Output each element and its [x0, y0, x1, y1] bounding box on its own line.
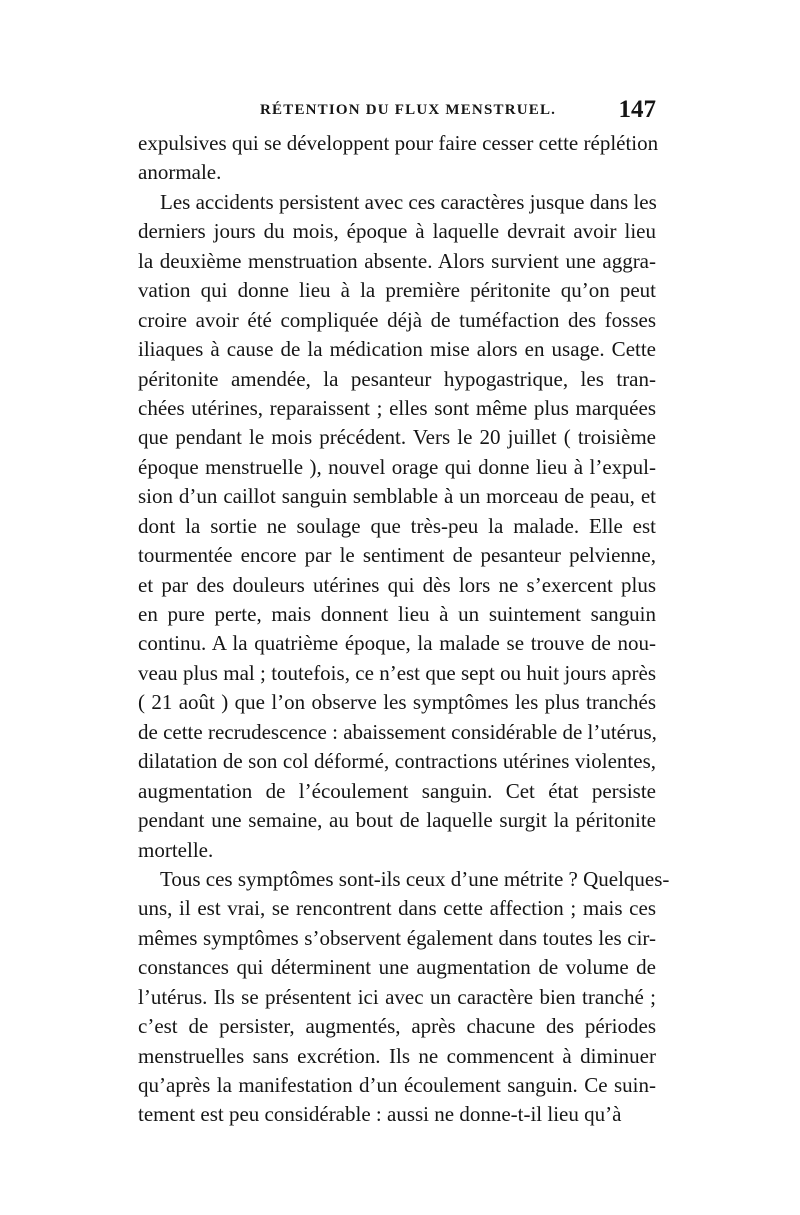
paragraph [138, 188, 656, 865]
text-line: constances qui déterminent une augmentation de volume de [138, 955, 656, 980]
text-line: et par des douleurs utérines qui dès lors ne s’exercent plus [138, 572, 656, 597]
text-line: continu. A la quatrième époque, la malade se trouve de nou- [138, 631, 656, 656]
text-line: mortelle. [138, 837, 214, 862]
text-line: menstruelles sans excrétion. Ils ne commencent à diminuer [138, 1043, 656, 1068]
text-line: chées utérines, reparaissent ; elles sont même plus marquées [138, 395, 656, 420]
text-line: Tous ces symptômes sont-ils ceux d’une métrite ? Quelques- [160, 866, 670, 891]
text-line: croire avoir été compliquée déjà de tuméfaction des fosses [138, 307, 656, 332]
text-line: époque menstruelle ), nouvel orage qui donne lieu à l’expul- [138, 454, 656, 479]
paragraph [138, 129, 659, 188]
text-line: vation qui donne lieu à la première péritonite qu’on peut [138, 278, 656, 303]
text-line: sion d’un caillot sanguin semblable à un morceau de peau, et [138, 484, 656, 509]
text-line: dont la sortie ne soulage que très-peu la malade. Elle est [138, 513, 656, 538]
body-text [138, 129, 670, 1130]
text-line: péritonite amendée, la pesanteur hypogastrique, les tran- [138, 366, 656, 391]
text-line: Les accidents persistent avec ces caractères jusque dans les [160, 189, 657, 214]
text-line: la deuxième menstruation absente. Alors survient une aggra- [138, 248, 656, 273]
running-head [138, 96, 656, 126]
text-line: que pendant le mois précédent. Vers le 20 juillet ( troisième [138, 425, 656, 450]
text-line: de cette recrudescence : abaissement considérable de l’utérus, [138, 719, 657, 744]
text-line: iliaques à cause de la médication mise alors en usage. Cette [138, 337, 656, 362]
text-line: dilatation de son col déformé, contractions utérines violentes, [138, 749, 656, 774]
text-line: mêmes symptômes s’observent également dans toutes les cir- [138, 925, 656, 950]
text-line: en pure perte, mais donnent lieu à un suintement sanguin [138, 602, 656, 626]
text-line: uns, il est vrai, se rencontrent dans cette affection ; mais ces [138, 896, 656, 921]
page-number: 147 [618, 96, 656, 123]
text-line: ( 21 août ) que l’on observe les symptômes les plus tranchés [138, 690, 656, 715]
text-line: tement est peu considérable : aussi ne donne-t-il lieu qu’à [138, 1102, 622, 1127]
text-line: augmentation de l’écoulement sanguin. Cet état persiste [138, 778, 656, 803]
text-line: l’utérus. Ils se présentent ici avec un caractère bien tranché ; [138, 984, 656, 1009]
text-line: pendant une semaine, au bout de laquelle surgit la péritonite [138, 808, 656, 833]
paragraph [138, 865, 670, 1130]
text-line: tourmentée encore par le sentiment de pesanteur pelvienne, [138, 543, 656, 568]
text-line: derniers jours du mois, époque à laquelle devrait avoir lieu [138, 219, 656, 244]
text-line: expulsives qui se développent pour faire cesser cette réplétion [138, 131, 659, 155]
text-line: anormale. [138, 160, 222, 185]
text-line: veau plus mal ; toutefois, ce n’est que sept ou huit jours après [138, 660, 656, 685]
text-line: c’est de persister, augmentés, après chacune des périodes [138, 1014, 656, 1039]
text-line: qu’après la manifestation d’un écoulement sanguin. Ce suin- [138, 1073, 656, 1097]
running-title: RÉTENTION DU FLUX MENSTRUEL. [260, 102, 557, 118]
